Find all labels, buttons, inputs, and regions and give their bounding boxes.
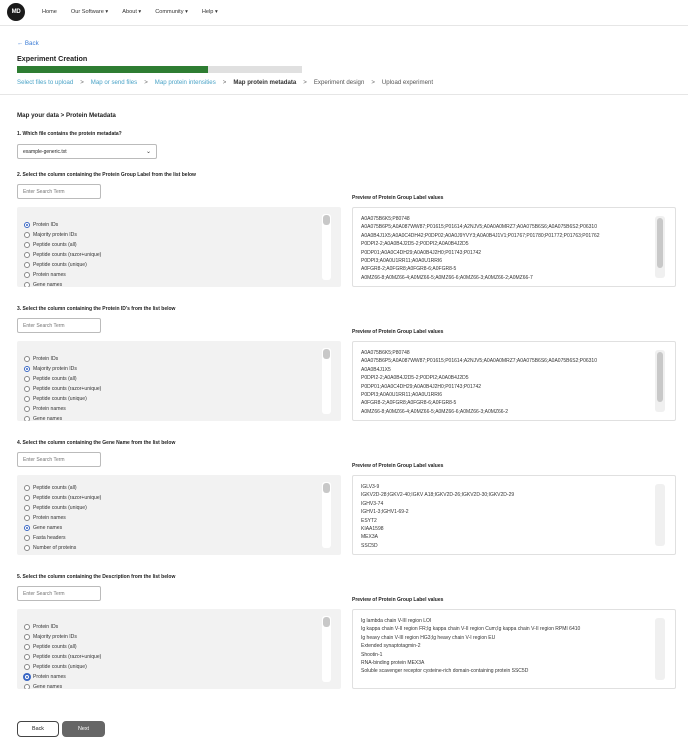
back-link[interactable]: ← Back	[17, 40, 39, 47]
preview-line: Ig kappa chain V-II region FR;Ig kappa chain V-II region Cum;Ig kappa chain V-II region RPMI 6410	[361, 626, 581, 633]
section-heading: Map your data > Protein Metadata	[17, 112, 116, 119]
radio-button[interactable]	[24, 644, 30, 650]
radio-button[interactable]	[24, 515, 30, 521]
file-select[interactable]	[17, 144, 157, 159]
q4-preview-label: Preview of Protein Group Label values	[352, 463, 444, 469]
radio-button[interactable]	[24, 356, 30, 362]
column-option[interactable]	[24, 396, 87, 402]
column-option-label: Gene names	[33, 525, 63, 531]
preview-line: MEX3A	[361, 534, 378, 541]
radio-button[interactable]	[24, 525, 30, 531]
preview-line: KIAA1598	[361, 526, 384, 532]
radio-button[interactable]	[24, 495, 30, 501]
step-separator: >	[222, 79, 227, 86]
preview-line: A0A075B6K5;P80748	[361, 216, 410, 222]
step-separator: >	[80, 79, 84, 86]
q2-label: 2. Select the column containing the Protein Group Label from the list below	[17, 172, 196, 178]
preview-line: Shootin-1	[361, 651, 383, 658]
q4-preview-box	[352, 475, 676, 555]
q3-column-list	[17, 341, 341, 421]
back-button[interactable]: Back	[17, 721, 59, 737]
column-option-label: Peptide counts (razor+unique)	[33, 495, 102, 501]
preview-line: SSC5D	[361, 542, 378, 549]
step-separator: >	[303, 79, 307, 86]
main-nav	[42, 9, 218, 15]
scrollbar[interactable]	[322, 616, 331, 682]
column-option[interactable]	[24, 252, 101, 258]
next-button[interactable]: Next	[62, 721, 105, 737]
q5-preview-box	[352, 609, 676, 689]
column-option[interactable]	[24, 495, 101, 501]
radio-button[interactable]	[24, 376, 30, 382]
scrollbar-thumb[interactable]	[323, 483, 330, 493]
q4-column-list	[17, 475, 341, 555]
column-option-label: Gene names	[33, 684, 63, 689]
column-option[interactable]	[24, 545, 76, 551]
preview-line: Ig lambda chain V-III region LOI	[361, 618, 432, 624]
column-option-label: Protein names	[33, 272, 66, 278]
preview-scrollbar-thumb[interactable]	[657, 218, 663, 268]
radio-button[interactable]	[24, 396, 30, 402]
preview-scrollbar[interactable]	[655, 484, 665, 546]
column-option-label: Peptide counts (unique)	[33, 505, 87, 511]
column-option[interactable]	[24, 634, 77, 640]
column-option-label: Peptide counts (unique)	[33, 396, 87, 402]
step-select-files[interactable]: Select files to upload	[17, 79, 74, 86]
radio-button[interactable]	[24, 252, 30, 258]
radio-button[interactable]	[24, 262, 30, 268]
column-option-label: Peptide counts (unique)	[33, 262, 87, 268]
preview-line: P0DPI2-2;A0A0B4J2D5-2;P0DPI2;A0A0B4J2D5	[361, 375, 469, 382]
column-option-label: Peptide counts (all)	[33, 485, 77, 491]
chevron-down-icon: ⌄	[145, 149, 151, 155]
logo[interactable]: MD	[7, 3, 25, 21]
preview-scrollbar[interactable]	[655, 350, 665, 412]
column-option[interactable]	[24, 376, 77, 382]
preview-line: IGHV3-74	[361, 500, 384, 507]
scrollbar-thumb[interactable]	[323, 349, 330, 359]
column-option[interactable]	[24, 525, 62, 531]
column-option[interactable]	[24, 262, 87, 268]
file-select-value: example-generic.txt	[23, 149, 67, 155]
column-option-label: Number of proteins	[33, 545, 77, 551]
step-upload-experiment: Upload experiment	[381, 79, 434, 86]
step-experiment-design: Experiment design	[313, 79, 365, 86]
step-map-metadata: Map protein metadata	[233, 79, 297, 86]
radio-button[interactable]	[24, 664, 30, 670]
step-separator: >	[371, 79, 375, 86]
column-option-label: Protein names	[33, 515, 66, 521]
preview-line: A0FGR8-2;A0FGR8;A0FGR8-6;A0FGR8-5	[361, 266, 457, 273]
nav-our-software[interactable]: Our Software ▾	[70, 9, 109, 15]
column-option[interactable]	[24, 684, 62, 689]
column-option-label: Peptide counts (all)	[33, 644, 77, 650]
q5-preview-label: Preview of Protein Group Label values	[352, 597, 444, 603]
q4-label: 4. Select the column containing the Gene Name from the list below	[17, 440, 176, 446]
column-option[interactable]	[24, 232, 77, 238]
radio-button[interactable]	[24, 406, 30, 412]
preview-line: IGLV3-9	[361, 484, 380, 490]
radio-button[interactable]	[24, 386, 30, 392]
radio-button[interactable]	[24, 624, 30, 630]
column-option-label: Majority protein IDs	[33, 634, 77, 640]
radio-button[interactable]	[24, 416, 30, 421]
column-option[interactable]	[24, 654, 101, 660]
preview-line: Ig heavy chain V-III region HG3;Ig heavy chain V-I region EU	[361, 634, 496, 641]
column-option-label: Majority protein IDs	[33, 232, 77, 238]
column-option[interactable]	[24, 386, 101, 392]
preview-line: A0A075B6P5;A0A087WW87;P01615;P01614;A2NJV5;A0A0A0MRZ7;A0A075B6S6;A0A075B6S2;P06310	[361, 224, 597, 231]
column-option-label: Protein IDs	[33, 624, 59, 630]
preview-line: A0A0B4J1X5;A0A0C4DH42;P0DP02;A0A0J9YVY3;A0A0B4J1V1;P01767;P01780;P01772;P01763;P01762	[361, 232, 600, 239]
progress-fill	[17, 66, 208, 73]
q3-preview-label: Preview of Protein Group Label values	[352, 329, 444, 335]
radio-button[interactable]	[24, 535, 30, 541]
column-option-label: Protein names	[33, 674, 66, 680]
preview-line: A0A075B6P5;A0A087WW87;P01615;P01614;A2NJV5;A0A0A0MRZ7;A0A075B6S6;A0A075B6S2;P06310	[361, 358, 597, 365]
column-option[interactable]	[24, 644, 77, 650]
q1-label: 1. Which file contains the protein metadata?	[17, 131, 122, 137]
preview-line: Extended synaptotagmin-2	[361, 643, 421, 650]
preview-line: A0FGR8-2;A0FGR8;A0FGR8-6;A0FGR8-5	[361, 400, 457, 407]
radio-button[interactable]	[24, 654, 30, 660]
divider	[0, 94, 688, 95]
q2-column-list	[17, 207, 341, 287]
radio-button[interactable]	[24, 242, 30, 248]
progress-bar	[17, 66, 302, 73]
column-option[interactable]	[24, 272, 66, 278]
column-option-label: Majority protein IDs	[33, 366, 77, 372]
nav-community[interactable]: Community ▾	[155, 9, 188, 15]
q4-search-input[interactable]	[17, 452, 101, 467]
column-option[interactable]	[24, 624, 58, 630]
preview-line: IGHV1-3;IGHV1-69-2	[361, 509, 409, 516]
preview-line: A0A075B6K5;P80748	[361, 350, 410, 356]
column-option[interactable]	[24, 416, 62, 421]
q3-search-input[interactable]	[17, 318, 101, 333]
q3-label: 3. Select the column containing the Protein ID's from the list below	[17, 306, 176, 312]
column-option[interactable]	[24, 535, 66, 541]
preview-line: RNA-binding protein MEX3A	[361, 660, 425, 666]
q2-preview-box	[352, 207, 676, 287]
column-option-label: Fasta headers	[33, 535, 66, 541]
radio-button[interactable]	[24, 505, 30, 511]
nav-home[interactable]: Home	[42, 9, 57, 15]
scrollbar-thumb[interactable]	[323, 215, 330, 225]
column-option[interactable]	[24, 282, 62, 287]
column-option-label: Peptide counts (all)	[33, 242, 77, 248]
radio-button[interactable]	[24, 222, 30, 228]
step-breadcrumb	[17, 79, 433, 86]
radio-button[interactable]	[24, 282, 30, 287]
preview-line: A0MZ66-8;A0MZ66-4;A0MZ66-5;A0MZ66-6;A0MZ66-3;A0MZ66-2	[361, 408, 508, 415]
column-option[interactable]	[24, 406, 66, 412]
preview-line: IGKV2D-28;IGKV2-40;IGKV A18;IGKV2D-26;IGKV2D-30;IGKV2D-29	[361, 492, 515, 499]
page-title: Experiment Creation	[17, 54, 88, 63]
scrollbar[interactable]	[322, 482, 331, 548]
step-map-files[interactable]: Map or send files	[90, 79, 138, 86]
preview-scrollbar[interactable]	[655, 216, 665, 278]
column-option-label: Peptide counts (razor+unique)	[33, 386, 102, 392]
scrollbar[interactable]	[322, 214, 331, 280]
column-option[interactable]	[24, 515, 66, 521]
preview-scrollbar-thumb[interactable]	[657, 352, 663, 402]
column-option-label: Peptide counts (all)	[33, 376, 77, 382]
column-option-label: Protein IDs	[33, 356, 59, 362]
q5-column-list	[17, 609, 341, 689]
preview-line: P0DPI3;A0A0U1RR11;A0A0U1RRI6	[361, 258, 443, 264]
column-option-label: Protein IDs	[33, 222, 59, 228]
column-option-label: Peptide counts (razor+unique)	[33, 654, 102, 660]
column-option[interactable]	[24, 505, 87, 511]
column-option[interactable]	[24, 222, 58, 228]
preview-line: Soluble scavenger receptor cysteine-rich domain-containing protein SSC5D	[361, 668, 529, 675]
column-option[interactable]	[24, 242, 77, 248]
preview-line: ESYT2	[361, 517, 377, 524]
scrollbar[interactable]	[322, 348, 331, 414]
q3-preview-box	[352, 341, 676, 421]
scrollbar-thumb[interactable]	[323, 617, 330, 627]
radio-button[interactable]	[24, 684, 30, 689]
radio-button[interactable]	[24, 366, 30, 372]
radio-button[interactable]	[24, 232, 30, 238]
column-option[interactable]	[24, 366, 77, 372]
radio-button[interactable]	[24, 634, 30, 640]
radio-button[interactable]	[24, 272, 30, 278]
q5-search-input[interactable]	[17, 586, 101, 601]
column-option[interactable]	[24, 664, 87, 670]
preview-line: P0DPI2-2;A0A0B4J2D5-2;P0DPI2;A0A0B4J2D5	[361, 241, 469, 248]
q2-search-input[interactable]	[17, 184, 101, 199]
nav-about[interactable]: About ▾	[122, 9, 142, 15]
radio-button[interactable]	[24, 485, 30, 491]
preview-line: A0MZ66-8;A0MZ66-4;A0MZ66-5;A0MZ66-6;A0MZ66-3;A0MZ66-2;A0MZ66-7	[361, 274, 533, 281]
radio-button[interactable]	[24, 545, 30, 551]
q2-preview-label: Preview of Protein Group Label values	[352, 195, 444, 201]
column-option[interactable]	[24, 485, 77, 491]
column-option-label: Peptide counts (razor+unique)	[33, 252, 102, 258]
column-option-label: Peptide counts (unique)	[33, 664, 87, 670]
step-separator: >	[144, 79, 148, 86]
q5-label: 5. Select the column containing the Description from the list below	[17, 574, 176, 580]
preview-line: A0A0B4J1X5	[361, 366, 391, 373]
preview-scrollbar[interactable]	[655, 618, 665, 680]
preview-line: P0DP01;A0A0C4DH29;A0A0B4J2H0;P01743;P01742	[361, 383, 482, 390]
nav-help[interactable]: Help ▾	[201, 9, 218, 15]
column-option-label: Protein names	[33, 406, 66, 412]
column-option-label: Gene names	[33, 282, 63, 287]
preview-line: P0DP01;A0A0C4DH29;A0A0B4J2H0;P01743;P01742	[361, 249, 482, 256]
column-option[interactable]	[24, 674, 66, 680]
preview-line: P0DPI3;A0A0U1RR11;A0A0U1RRI6	[361, 392, 443, 398]
top-navbar	[0, 0, 688, 26]
column-option[interactable]	[24, 356, 58, 362]
column-option-label: Gene names	[33, 416, 63, 421]
radio-button[interactable]	[24, 674, 30, 680]
step-map-intensities[interactable]: Map protein intensities	[154, 79, 216, 86]
